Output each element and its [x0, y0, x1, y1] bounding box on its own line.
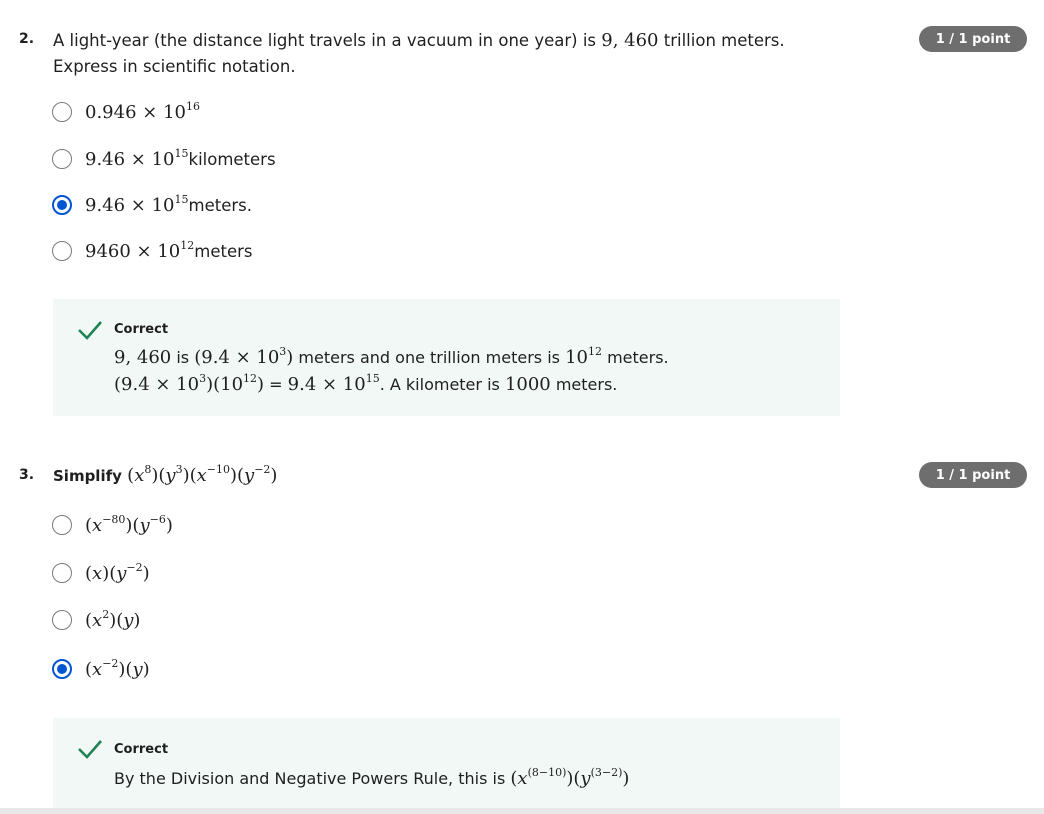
radio-button[interactable] — [52, 610, 72, 630]
radio-button-selected[interactable] — [52, 195, 72, 215]
feedback-box — [53, 299, 840, 416]
m: (9.4 × 10 — [194, 347, 280, 368]
math-expr — [565, 347, 602, 368]
exp: −80 — [102, 512, 126, 526]
m: ) — [257, 374, 265, 395]
m: 10 — [565, 347, 588, 368]
m: ( — [85, 514, 93, 536]
times: × — [130, 240, 158, 262]
exp: 8 — [144, 463, 152, 476]
math-expr — [114, 374, 264, 395]
text: is — [171, 348, 195, 367]
exp: 12 — [243, 372, 258, 385]
radio-button[interactable] — [52, 149, 72, 169]
option-math — [85, 512, 173, 536]
option-3[interactable] — [52, 191, 252, 219]
m: )( — [566, 768, 581, 789]
points-badge: 1 / 1 point — [919, 462, 1027, 488]
exp: 3 — [175, 463, 183, 476]
question-number: 2. — [19, 31, 35, 47]
base: 10 — [151, 148, 175, 170]
base: 10 — [157, 240, 181, 262]
option-3[interactable] — [52, 606, 140, 634]
option-math — [85, 656, 150, 680]
exponent: 15 — [174, 192, 189, 206]
var: y — [132, 658, 143, 680]
text: meters and one trillion meters is — [293, 348, 566, 367]
m: )( — [229, 465, 245, 486]
m: 9.4 × 10 — [287, 374, 366, 395]
var: y — [165, 465, 176, 486]
feedback-box — [53, 718, 840, 808]
option-math — [85, 192, 189, 216]
radio-button[interactable] — [52, 241, 72, 261]
exp: 3 — [279, 345, 287, 358]
var: y — [116, 562, 127, 584]
option-math — [85, 560, 150, 584]
m: ( — [85, 562, 93, 584]
text: meters. — [550, 375, 618, 394]
var: y — [244, 465, 255, 486]
m: ( — [85, 658, 93, 680]
option-math — [85, 607, 141, 631]
m: )( — [151, 465, 166, 486]
exp: 2 — [102, 607, 110, 621]
points-badge: 1 / 1 point — [919, 26, 1027, 52]
m: )(10 — [206, 374, 244, 395]
m: ( — [510, 768, 518, 789]
m: ) — [142, 658, 150, 680]
prompt-text: A light-year (the distance light travels in a vacuum in one year) is — [53, 31, 602, 50]
option-4[interactable] — [52, 237, 252, 265]
text: By the Division and Negative Powers Rule, this is — [114, 769, 511, 788]
m: ) — [165, 514, 173, 536]
var: x — [134, 465, 145, 486]
check-icon — [77, 319, 103, 341]
var: y — [123, 609, 134, 631]
prompt-number: 9, 460 — [601, 30, 659, 51]
exponent: 16 — [185, 99, 200, 113]
var: x — [92, 562, 103, 584]
m: ( — [127, 465, 135, 486]
times: × — [125, 148, 152, 170]
option-2[interactable] — [52, 559, 150, 587]
m: ) — [142, 562, 150, 584]
option-1[interactable] — [52, 98, 200, 126]
question-prompt — [53, 28, 785, 80]
check-icon — [77, 738, 103, 760]
option-1[interactable] — [52, 511, 173, 539]
var: y — [139, 514, 150, 536]
m: )( — [125, 514, 140, 536]
var: y — [580, 768, 591, 789]
question-prompt — [53, 463, 277, 489]
times: × — [125, 194, 152, 216]
math-expr — [194, 347, 293, 368]
math-num: 1000 — [504, 374, 551, 395]
exp: −6 — [149, 512, 166, 526]
m: )( — [118, 658, 133, 680]
exponent: 12 — [180, 238, 195, 252]
exp: (8−10) — [527, 766, 567, 779]
feedback-text — [114, 765, 629, 792]
bottom-divider — [0, 808, 1044, 814]
exp: 15 — [365, 372, 380, 385]
exp: −2 — [102, 656, 119, 670]
math-expr — [510, 768, 629, 789]
coef: 9460 — [85, 240, 131, 262]
m: ) — [133, 609, 141, 631]
exp: 3 — [199, 372, 207, 385]
radio-button[interactable] — [52, 102, 72, 122]
m: ( — [85, 609, 93, 631]
var: x — [517, 768, 528, 789]
prompt-line-2: Express in scientific notation. — [53, 57, 296, 76]
coef: 0.946 — [85, 101, 137, 123]
m: ) — [622, 768, 630, 789]
feedback-title: Correct — [114, 322, 169, 337]
m: ) — [286, 347, 294, 368]
exponent: 15 — [174, 146, 189, 160]
math-num: 9, 460 — [114, 347, 172, 368]
var: x — [92, 609, 103, 631]
exp: 12 — [587, 345, 602, 358]
question-number: 3. — [19, 467, 35, 483]
var: x — [92, 658, 103, 680]
exp: (3−2) — [590, 766, 623, 779]
text: meters. — [601, 348, 669, 367]
m: ) — [270, 465, 278, 486]
exp: −2 — [254, 463, 271, 476]
m: )( — [182, 465, 197, 486]
base: 10 — [163, 101, 186, 123]
option-2[interactable] — [52, 145, 276, 173]
prompt-math — [127, 465, 277, 486]
option-4[interactable] — [52, 655, 150, 683]
radio-button-selected[interactable] — [52, 659, 72, 679]
prompt-text-end: trillion meters. — [658, 31, 785, 50]
var: x — [196, 465, 207, 486]
var: x — [92, 514, 103, 536]
option-math — [85, 238, 195, 262]
feedback-text — [114, 344, 669, 398]
text: . A kilometer is — [379, 375, 505, 394]
option-unit: meters — [194, 241, 253, 261]
option-unit: kilometers — [188, 149, 276, 169]
radio-button[interactable] — [52, 515, 72, 535]
m: (9.4 × 10 — [114, 374, 200, 395]
m: )( — [102, 562, 117, 584]
option-unit: meters. — [188, 195, 252, 215]
m: )( — [109, 609, 124, 631]
option-math — [85, 146, 189, 170]
times: × — [136, 101, 164, 123]
option-math — [85, 99, 200, 123]
radio-button[interactable] — [52, 563, 72, 583]
exp: −2 — [126, 560, 143, 574]
exp: −10 — [206, 463, 230, 476]
coef: 9.46 — [85, 194, 126, 216]
prompt-label: Simplify — [53, 467, 122, 485]
feedback-title: Correct — [114, 742, 169, 757]
coef: 9.46 — [85, 148, 126, 170]
base: 10 — [151, 194, 175, 216]
text: = — [264, 375, 288, 394]
math-expr — [288, 374, 380, 395]
